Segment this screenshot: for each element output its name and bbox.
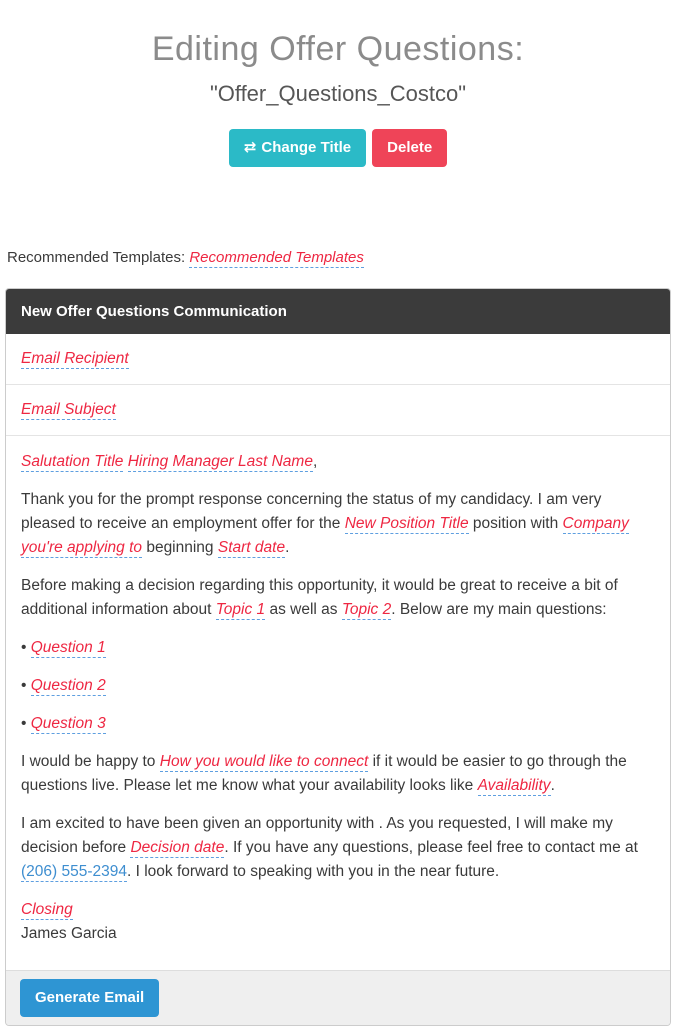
email-paragraph bbox=[21, 898, 655, 922]
email-paragraph: • Question 3 bbox=[21, 715, 106, 732]
email-paragraph: I would be happy to How you would like to connect if it would be easier to go through the questions live. Please let me know what your availability looks like Availability. bbox=[21, 753, 627, 794]
swap-arrows-icon: ⇄ bbox=[243, 139, 257, 156]
recommended-templates-label: Recommended Templates: bbox=[7, 249, 186, 266]
recommended-templates-row bbox=[7, 249, 676, 266]
question-2-link[interactable]: Question 2 bbox=[30, 677, 106, 694]
panel-header: New Offer Questions Communication bbox=[6, 289, 670, 334]
change-title-button[interactable] bbox=[229, 129, 366, 167]
generate-email-button[interactable]: Generate Email bbox=[20, 979, 159, 1017]
email-paragraph: • Question 2 bbox=[21, 677, 106, 694]
phone-number-link[interactable]: (206) 555-2394 bbox=[21, 863, 127, 880]
start-date-link[interactable]: Start date bbox=[217, 539, 286, 556]
page-subtitle: "Offer_Questions_Costco" bbox=[209, 81, 467, 106]
email-paragraph: • Question 1 bbox=[21, 639, 106, 656]
email-recipient-link[interactable]: Email Recipient bbox=[21, 350, 129, 367]
new-position-title-link[interactable]: New Position Title bbox=[344, 515, 469, 532]
salutation-title-link[interactable]: Salutation Title bbox=[21, 453, 124, 470]
delete-button[interactable]: Delete bbox=[372, 129, 447, 167]
recommended-templates-link[interactable]: Recommended Templates bbox=[189, 249, 364, 266]
page-title: Editing Offer Questions: bbox=[151, 30, 525, 68]
panel-footer bbox=[6, 970, 670, 1025]
page bbox=[0, 30, 676, 1026]
title-actions bbox=[0, 129, 676, 167]
email-recipient-row bbox=[6, 334, 670, 385]
availability-link[interactable]: Availability bbox=[477, 777, 551, 794]
question-3-link[interactable]: Question 3 bbox=[30, 715, 106, 732]
email-paragraph: Salutation Title Hiring Manager Last Name, bbox=[21, 453, 318, 470]
email-paragraph: Before making a decision regarding this opportunity, it would be great to receive a bit of additional information about Topic 1 as well as Topic 2. Below are my main questions: bbox=[21, 577, 618, 618]
question-1-link[interactable]: Question 1 bbox=[30, 639, 106, 656]
closing-link[interactable]: Closing bbox=[21, 901, 73, 918]
topic-2-link[interactable]: Topic 2 bbox=[341, 601, 392, 618]
decision-date-link[interactable]: Decision date bbox=[130, 839, 225, 856]
company-applying-to-link[interactable]: Company you're applying to bbox=[21, 515, 629, 556]
email-paragraph: I am excited to have been given an opportunity with . As you requested, I will make my decision before Decision date. If you have any questions, please feel free to contact me at (206) 555-2394. I look forward to speaking with you in the near future. bbox=[21, 815, 638, 880]
topic-1-link[interactable]: Topic 1 bbox=[215, 601, 266, 618]
email-paragraph: James Garcia bbox=[21, 925, 117, 942]
communication-panel bbox=[5, 288, 671, 1026]
hiring-manager-last-name-link[interactable]: Hiring Manager Last Name bbox=[127, 453, 313, 470]
email-paragraph: Thank you for the prompt response concerning the status of my candidacy. I am very pleased to receive an employment offer for the New Position Title position with Company you're applying to beginning Start date. bbox=[21, 491, 629, 556]
email-body bbox=[6, 436, 670, 970]
email-subject-row bbox=[6, 385, 670, 436]
connect-method-link[interactable]: How you would like to connect bbox=[159, 753, 369, 770]
change-title-label: Change Title bbox=[261, 139, 352, 156]
email-subject-link[interactable]: Email Subject bbox=[21, 401, 116, 418]
